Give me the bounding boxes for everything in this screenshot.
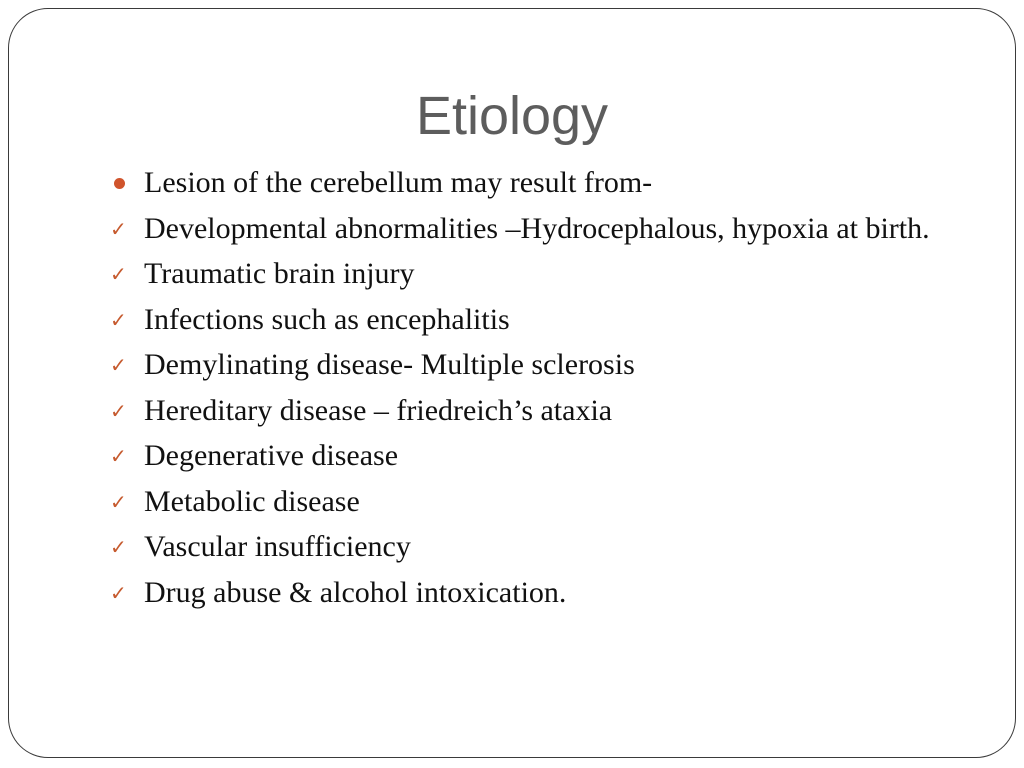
checkmark-icon: ✓ xyxy=(110,262,127,286)
checkmark-icon: ✓ xyxy=(110,216,127,241)
list-item-text: Drug abuse & alcohol intoxication. xyxy=(144,575,567,609)
checkmark-icon: ✓ xyxy=(110,353,127,377)
list-item xyxy=(110,484,940,520)
list-item-text: Infections such as encephalitis xyxy=(144,302,510,336)
checkmark-icon: ✓ xyxy=(110,580,127,605)
checkmark-icon: ✓ xyxy=(110,535,127,559)
checkmark-icon: ✓ xyxy=(110,398,127,423)
list-item xyxy=(110,211,940,247)
list-item xyxy=(110,438,940,474)
list-item-text: Lesion of the cerebellum may result from- xyxy=(144,166,653,199)
list-item xyxy=(110,256,940,292)
list-item xyxy=(110,529,940,565)
dot-bullet-icon xyxy=(110,165,144,201)
list-item xyxy=(110,575,940,611)
list-item-text: Traumatic brain injury xyxy=(144,257,415,290)
list-item xyxy=(110,302,940,338)
list-item xyxy=(110,347,940,383)
list-item-text: Hereditary disease – friedreich’s ataxia xyxy=(144,393,613,427)
list-item xyxy=(110,393,940,429)
bullet-list xyxy=(110,165,940,620)
list-item xyxy=(110,165,940,201)
checkmark-icon: ✓ xyxy=(110,444,127,468)
slide-title: Etiology xyxy=(415,86,609,146)
list-item-text: Metabolic disease xyxy=(144,484,360,518)
checkmark-icon: ✓ xyxy=(110,489,127,514)
list-item-text: Vascular insufficiency xyxy=(144,530,411,563)
list-item-text: Demylinating disease- Multiple sclerosis xyxy=(144,348,635,381)
checkmark-icon: ✓ xyxy=(110,307,127,332)
list-item-text: Degenerative disease xyxy=(144,439,399,472)
list-item-text: Developmental abnormalities –Hydrocephalous, hypoxia at birth. xyxy=(144,211,930,245)
